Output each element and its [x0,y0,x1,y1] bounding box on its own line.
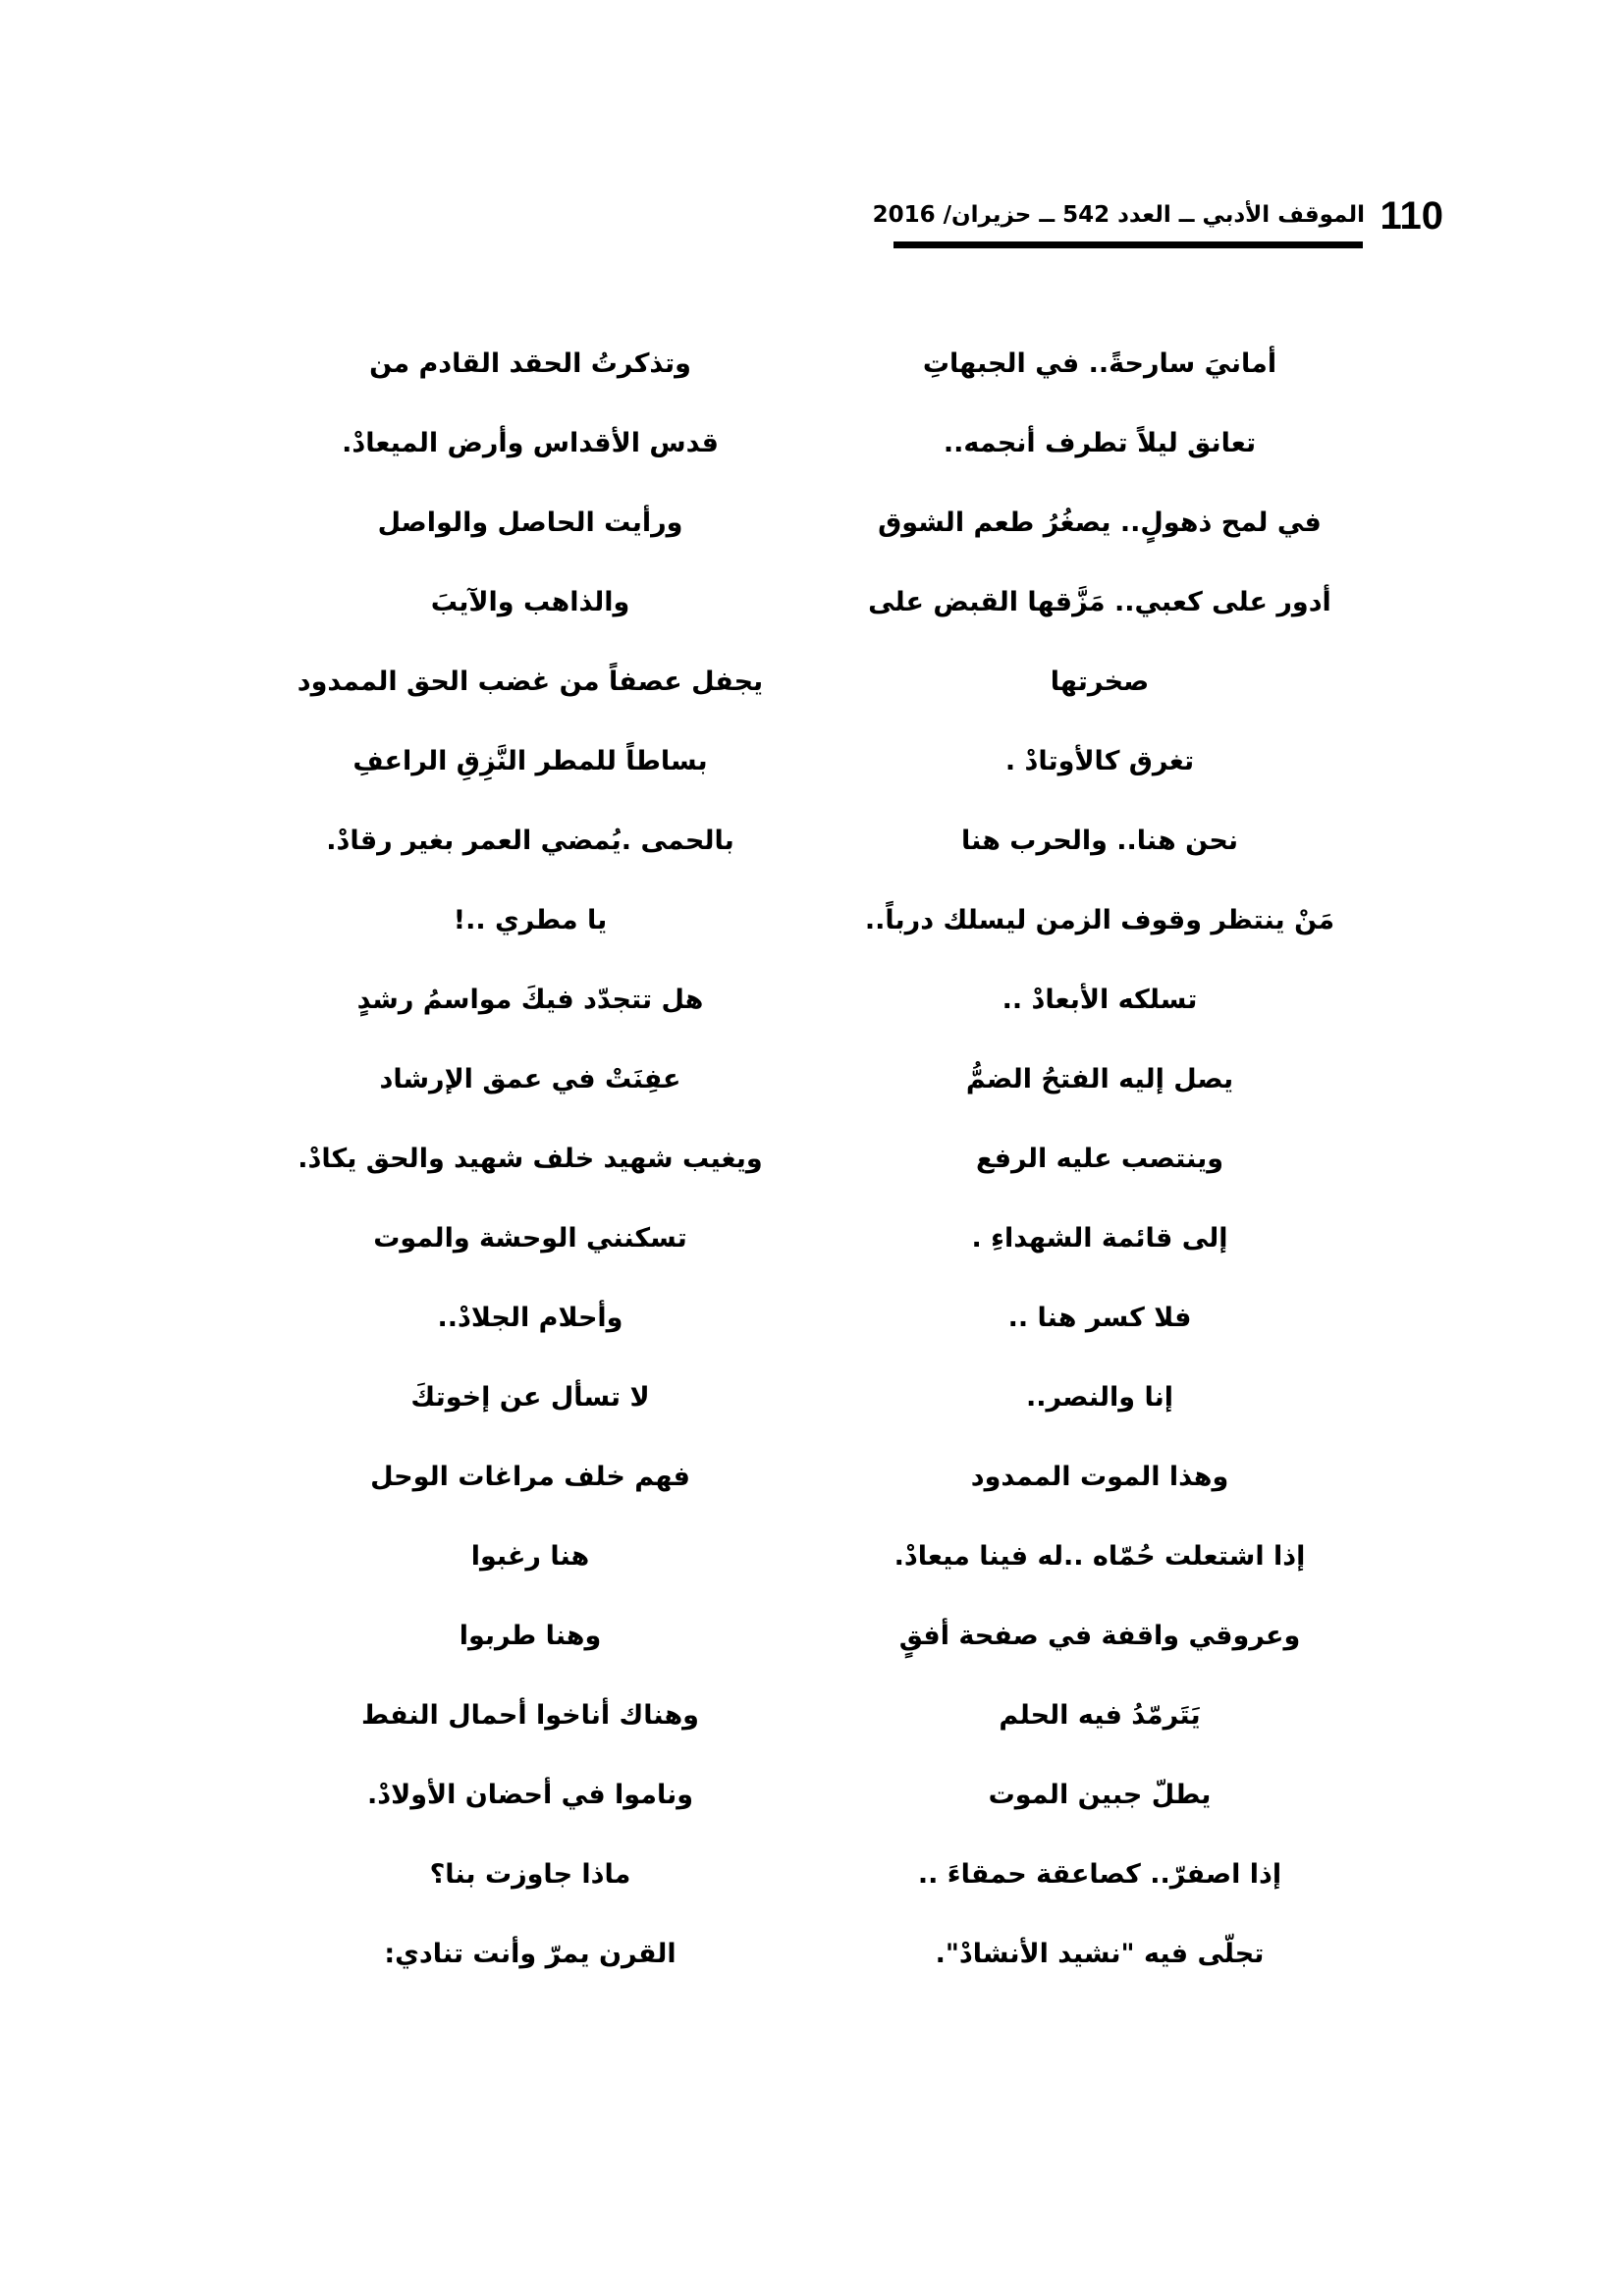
poem-line: ورأيت الحاصل والواصل [377,507,683,538]
poem-line: إذا اصفرّ.. كصاعقة حمقاءَ .. [917,1859,1282,1890]
poem-line: تسلكه الأبعادْ .. [1001,985,1198,1015]
poem-line: وتذكرتُ الحقد القادم من [369,348,691,379]
poem-left-column [275,339,785,2008]
poem-line: القرن يمرّ وأنت تنادي: [384,1939,677,1969]
poem-line: يا مطري ..! [453,905,608,935]
page-number: 110 [1380,194,1443,238]
poem-line: أمانيَ سارحةً.. في الجبهاتِ [922,348,1277,379]
poem-line: يجفل عصفاً من غضب الحق الممدود [297,667,764,697]
poem-line: تسكنني الوحشة والموت [373,1223,687,1254]
poem-line: بالحمى .يُمضي العمر بغير رقادْ. [326,826,734,856]
poem-line: والذاهب والآيبَ [430,587,630,617]
poem-line: أدور على كعبي.. مَزَّقها القبض على [868,587,1331,617]
poem-line: فلا كسر هنا .. [1007,1303,1192,1333]
page-header [872,192,1443,251]
poem-line: يَتَرمّدُ فيه الحلم [999,1700,1201,1731]
running-title: الموقف الأدبي ــ العدد 542 ــ حزيران/ 2016 [872,202,1365,228]
poem-line: وأحلام الجلادْ.. [437,1303,623,1333]
poem-line: وهناك أناخوا أحمال النفط [361,1700,699,1731]
poem-line: هل تتجدّد فيكَ مواسمُ رشدٍ [356,985,704,1015]
header-rule [893,241,1363,248]
poem-line: تغرق كالأوتادْ . [1004,746,1195,776]
poem-line: قدس الأقداس وأرض الميعادْ. [342,428,719,458]
poem-line: مَنْ ينتظر وقوف الزمن ليسلك درباً.. [864,905,1335,935]
poem-line: إلى قائمة الشهداءِ . [971,1223,1228,1254]
poem-line: وناموا في أحضان الأولادْ. [366,1780,693,1810]
poem-line: تعانق ليلاً تطرف أنجمه.. [943,428,1257,458]
poem-line: نحن هنا.. والحرب هنا [961,826,1238,856]
poem-line: صخرتها [1050,667,1150,697]
poem-line: بساطاً للمطر النَّزِقِ الراعفِ [352,746,708,776]
poem-line: ماذا جاوزت بنا؟ [429,1859,631,1890]
poem-line: إنا والنصر.. [1025,1382,1174,1413]
poem-right-column [844,339,1355,2008]
poem-line: إذا اشتعلت حُمّاه ..له فينا ميعادْ. [893,1541,1306,1572]
poem-line: عفِنَتْ في عمق الإرشاد [379,1064,681,1095]
poem-line: في لمح ذهولٍ.. يصغُرُ طعم الشوق [878,507,1322,538]
poem-line: هنا رغبوا [470,1541,590,1572]
poem-line: تجلّى فيه "نشيد الأنشادْ". [935,1939,1265,1969]
poem-line: فهم خلف مراغات الوحل [370,1462,690,1492]
poem-line: ويغيب شهيد خلف شهيد والحق يكادْ. [298,1144,763,1174]
poem-line: وهذا الموت الممدود [970,1462,1229,1492]
poem-line: وعروقي واقفة في صفحة أفقٍ [898,1621,1301,1651]
poem-line: وهنا طربوا [459,1621,602,1651]
poem-line: يصل إليه الفتحُ الضمُّ [965,1064,1234,1095]
poem-line: لا تسأل عن إخوتكَ [410,1382,650,1413]
poem-line: يطلّ جبين الموت [988,1780,1212,1810]
poem-line: وينتصب عليه الرفع [975,1144,1224,1174]
